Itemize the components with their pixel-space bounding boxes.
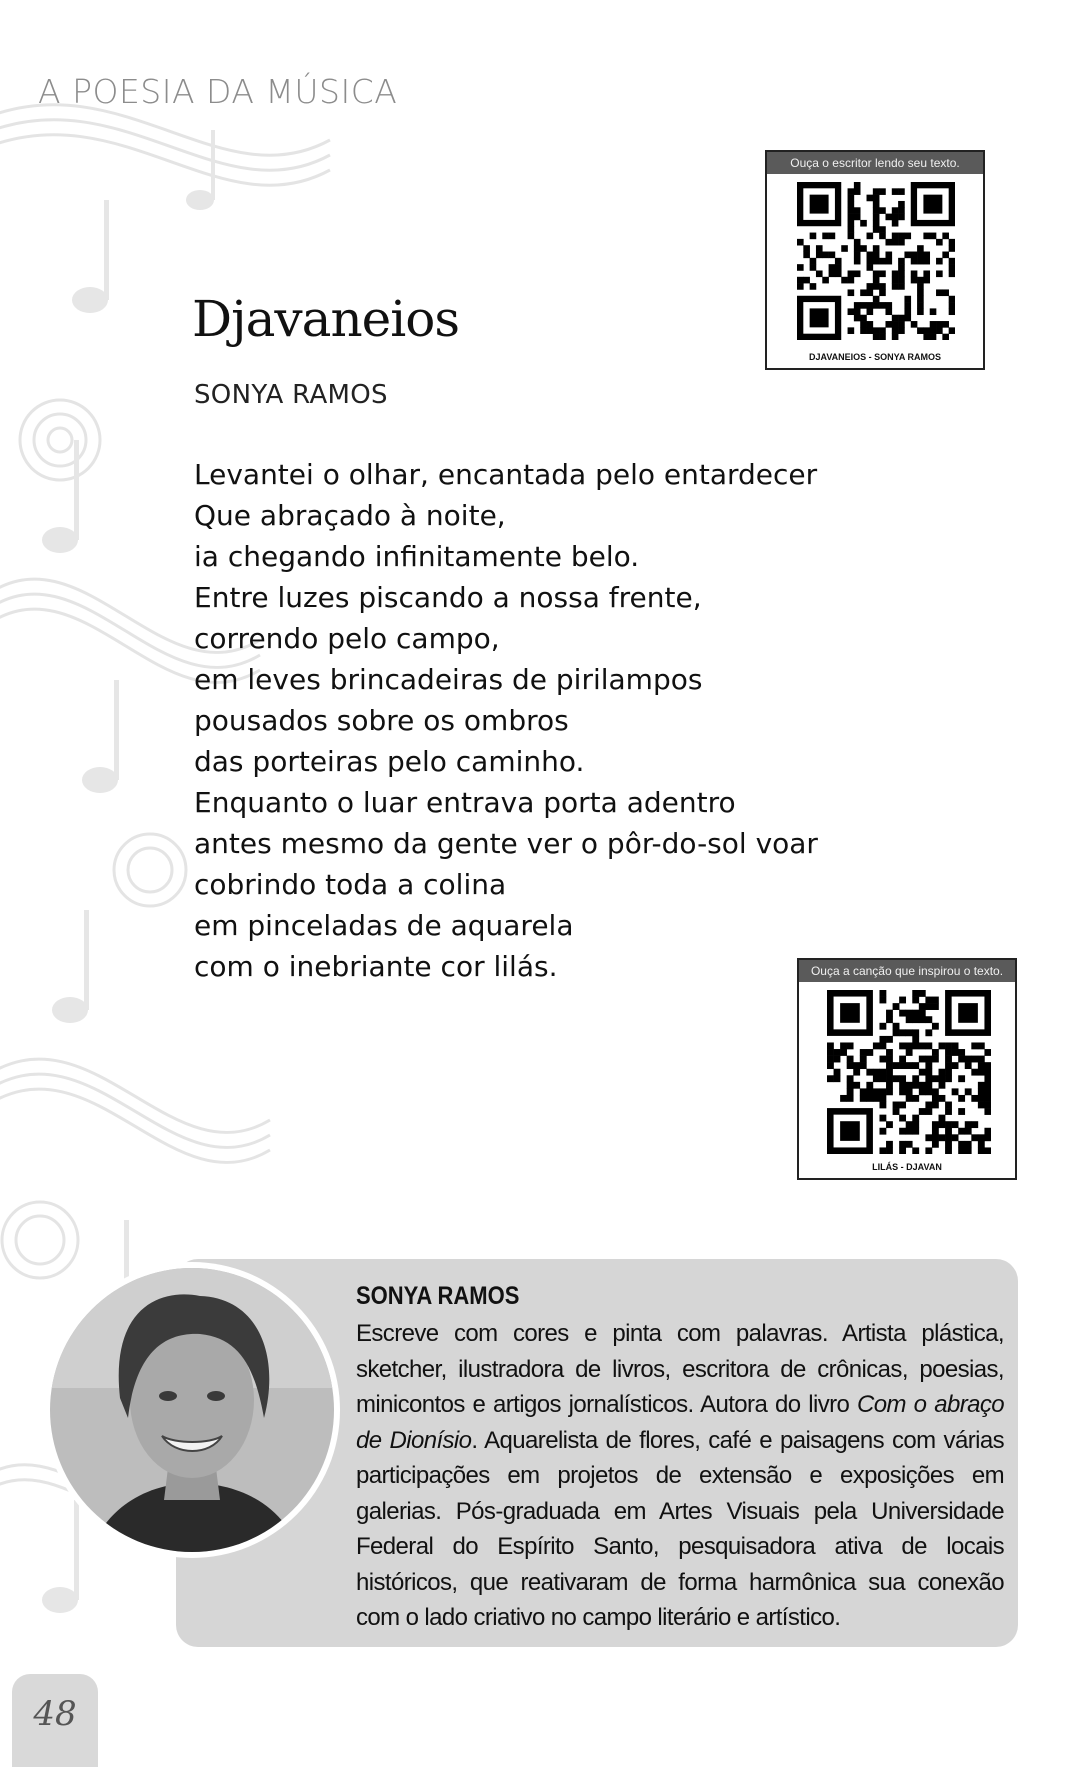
qr-code-reading[interactable] — [765, 150, 985, 370]
poem-line: antes mesmo da gente ver o pôr-do-sol voar — [194, 827, 818, 860]
bio-text-after: . Aquarelista de flores, café e paisagens com várias participações em projetos de extensão e exposições em galerias. Pós-graduada em Artes Visuais pela Universidade Federal do Espírito Santo, pesquisadora ativa de locais históricos, que reativaram de forma harmônica sua conexão com o lado criativo no campo literário e artístico. — [356, 1426, 1004, 1631]
poem-author: SONYA RAMOS — [194, 380, 388, 410]
poem-line: pousados sobre os ombros — [194, 704, 569, 737]
bio-text-before: Escreve com cores e pinta com palavras. Artista plástica, sketcher, ilustradora de livros, escritora de crônicas, poesias, minicontos e artigos jornalísticos. Autora do livro — [356, 1320, 1004, 1418]
bio-name: SONYA RAMOS — [356, 1282, 520, 1310]
bio-text — [356, 1316, 1004, 1636]
poem-body — [194, 454, 818, 987]
poem-line: Levantei o olhar, encantada pelo entardecer — [194, 458, 818, 491]
qr-song-label: LILÁS - DJAVAN — [872, 1162, 942, 1172]
poem-line: cobrindo toda a colina — [194, 868, 507, 901]
qr-song-caption: Ouça a canção que inspirou o texto. — [799, 960, 1015, 982]
poem-line: em pinceladas de aquarela — [194, 909, 574, 942]
author-photo — [44, 1262, 340, 1558]
poem-title: Djavaneios — [192, 290, 460, 348]
qr-reading-label: DJAVANEIOS - SONYA RAMOS — [808, 352, 942, 362]
qr-code-icon — [797, 182, 955, 340]
page-number-tab — [12, 1674, 98, 1767]
author-portrait-icon — [50, 1268, 334, 1552]
page-number: 48 — [33, 1694, 77, 1734]
poem-line: Entre luzes piscando a nossa frente, — [194, 581, 702, 614]
poem-line: ia chegando infinitamente belo. — [194, 540, 640, 573]
poem-line: Que abraçado à noite, — [194, 499, 506, 532]
section-header: A POESIA DA MÚSICA — [38, 72, 398, 111]
poem-line: das porteiras pelo caminho. — [194, 745, 585, 778]
poem-line: com o inebriante cor lilás. — [194, 950, 558, 983]
poem-line: correndo pelo campo, — [194, 622, 500, 655]
qr-reading-caption: Ouça o escritor lendo seu texto. — [767, 152, 983, 174]
poem-line: Enquanto o luar entrava porta adentro — [194, 786, 736, 819]
qr-code-song[interactable] — [797, 958, 1017, 1180]
poem-line: em leves brincadeiras de pirilampos — [194, 663, 703, 696]
bio-book-title: Com o abraço de Dionísio — [356, 1391, 1004, 1454]
qr-code-icon — [827, 990, 991, 1154]
